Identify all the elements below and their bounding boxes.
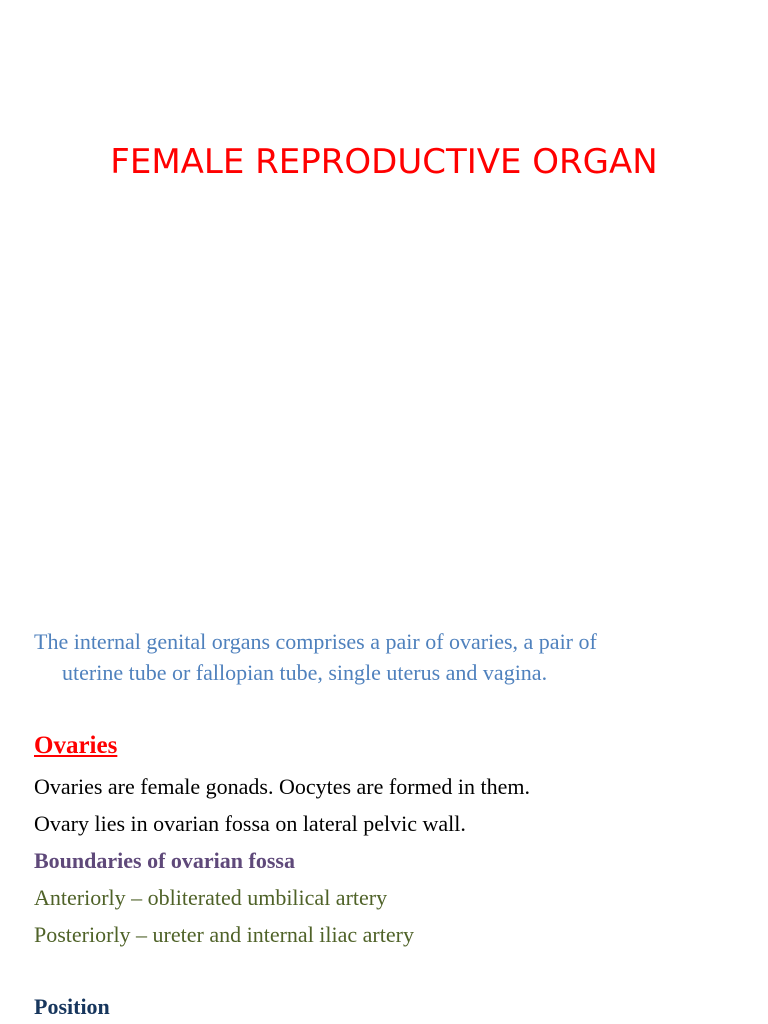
- position-heading: Position: [34, 994, 110, 1019]
- ovaries-sentence-2: Ovary lies in ovarian fossa on lateral pelvic wall.: [34, 811, 466, 836]
- ovaries-heading: Ovaries: [34, 732, 118, 759]
- intro-line-2: uterine tube or fallopian tube, single uterus and vagina.: [62, 660, 548, 685]
- intro-line-1: The internal genital organs comprises a pair of ovaries, a pair of: [34, 629, 597, 654]
- boundaries-heading: Boundaries of ovarian fossa: [34, 848, 295, 873]
- boundary-posteriorly: Posteriorly – ureter and internal iliac artery: [34, 922, 414, 947]
- boundary-anteriorly: Anteriorly – obliterated umbilical artery: [34, 885, 388, 910]
- page-title: FEMALE REPRODUCTIVE ORGAN: [110, 142, 658, 182]
- ovaries-sentence-1: Ovaries are female gonads. Oocytes are formed in them.: [34, 774, 531, 799]
- intro-paragraph: [34, 626, 734, 688]
